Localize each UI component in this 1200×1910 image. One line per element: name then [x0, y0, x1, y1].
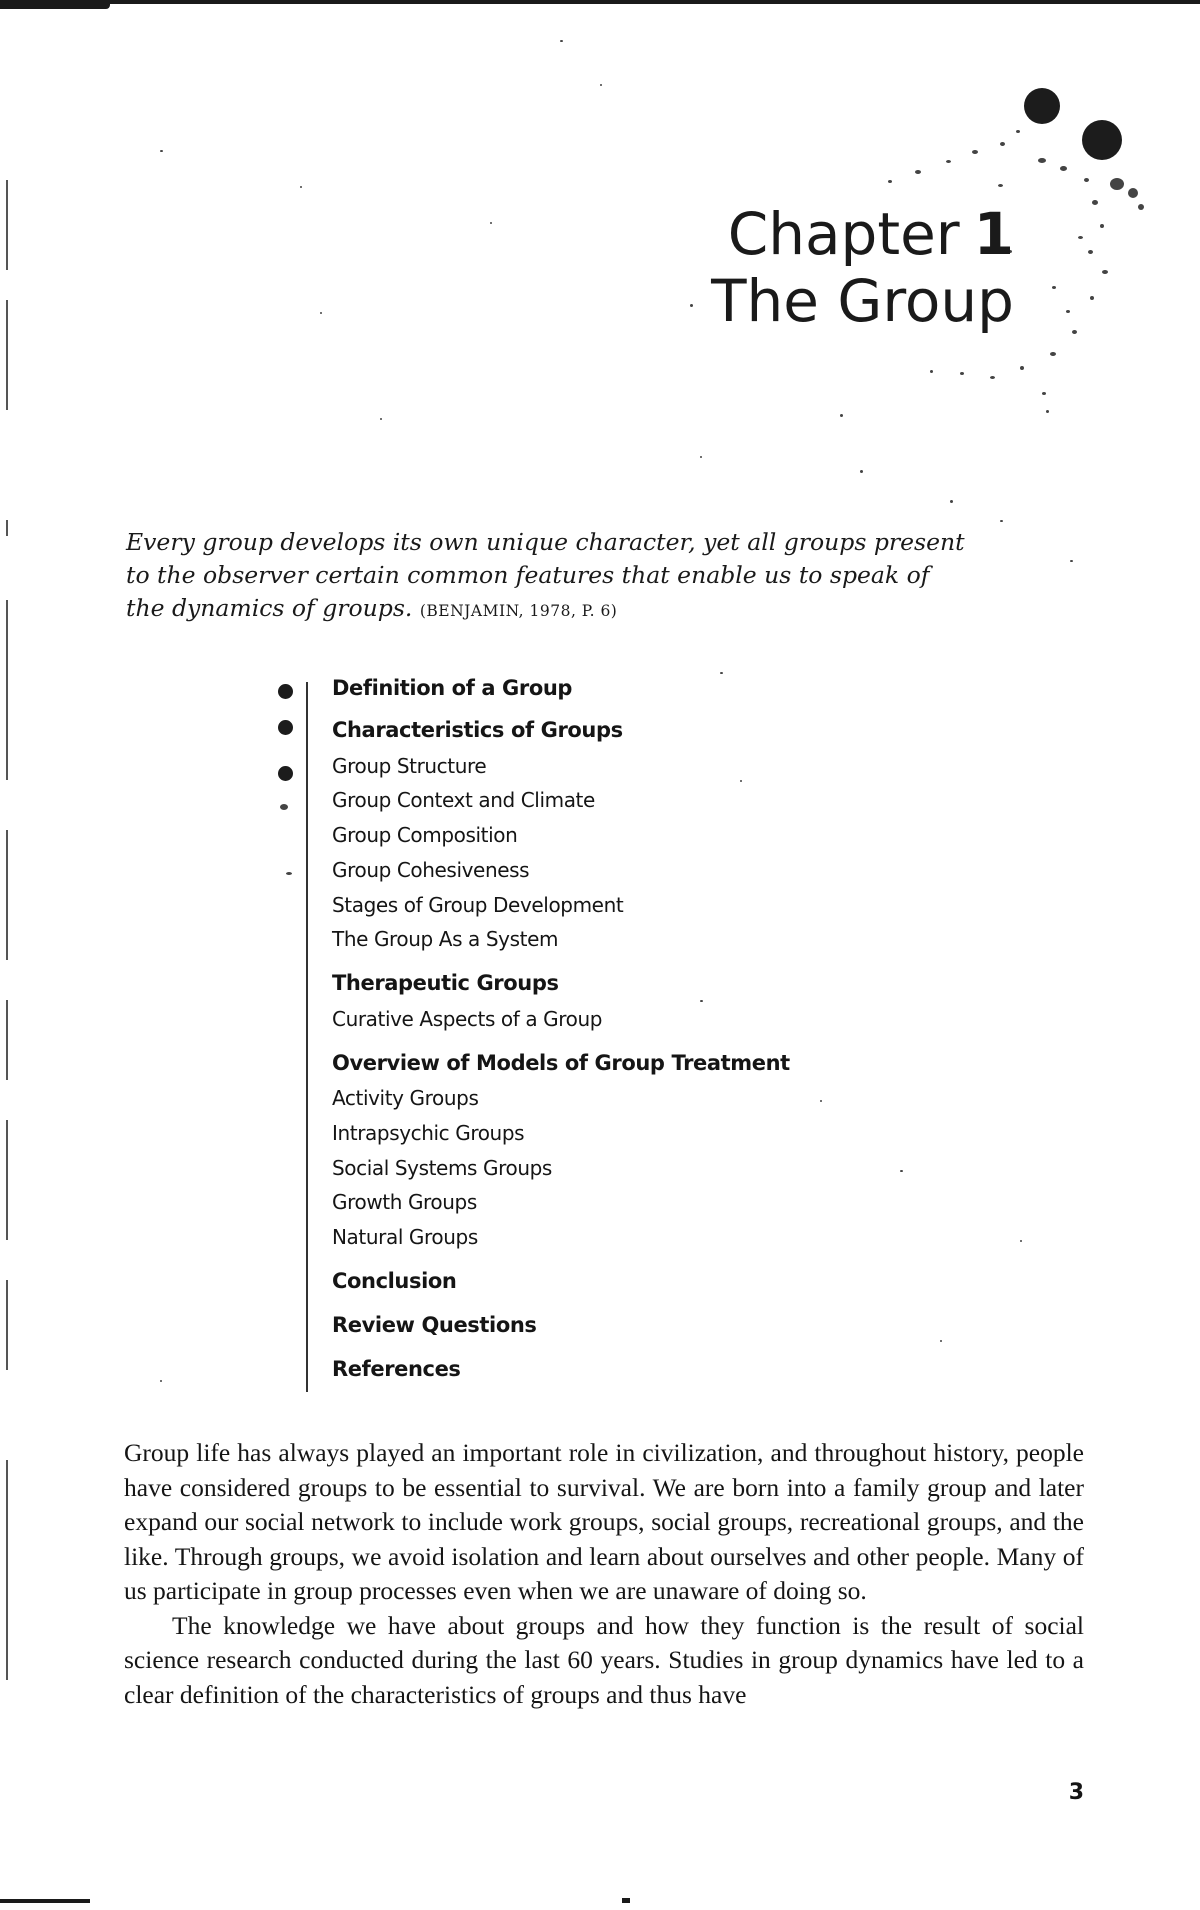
top-border-tab	[0, 0, 110, 9]
outline-item: Natural Groups	[332, 1225, 478, 1249]
top-border	[0, 0, 1200, 4]
outline-item: Group Cohesiveness	[332, 858, 530, 882]
outline-item: Overview of Models of Group Treatment	[332, 1051, 790, 1075]
outline-item: Characteristics of Groups	[332, 718, 623, 742]
outline-item: Group Context and Climate	[332, 788, 595, 812]
bullet-icon	[278, 684, 293, 699]
epigraph-text: Every group develops its own unique character, yet all groups present to the observer certain common features that enable us to speak of the dynamics of groups.	[126, 528, 965, 622]
outline-item: Stages of Group Development	[332, 893, 624, 917]
outline-item: Activity Groups	[332, 1086, 479, 1110]
outline-item: Curative Aspects of a Group	[332, 1007, 603, 1031]
bullet-icon	[278, 720, 293, 735]
outline-item: Intrapsychic Groups	[332, 1121, 525, 1145]
outline-item: Social Systems Groups	[332, 1156, 552, 1180]
bullet-icon	[278, 766, 293, 781]
body-text	[124, 1436, 1084, 1712]
chapter-label: Chapter	[727, 200, 960, 268]
outline-item: References	[332, 1357, 461, 1381]
epigraph	[126, 526, 966, 628]
bottom-crop-mark	[622, 1898, 630, 1903]
chapter-heading	[711, 200, 1014, 334]
bottom-crop-mark	[0, 1899, 90, 1903]
chapter-number: 1	[973, 200, 1014, 268]
body-paragraph: The knowledge we have about groups and how they function is the result of social science research conducted during the last 60 years. Studies in group dynamics have led to a clear definition of the characteristics of groups and thus have	[124, 1610, 1084, 1709]
outline-item: Group Structure	[332, 754, 487, 778]
outline-item: Definition of a Group	[332, 676, 573, 700]
chapter-title: The Group	[711, 267, 1014, 335]
orb-icon	[1082, 120, 1122, 160]
outline-item: Review Questions	[332, 1313, 537, 1337]
page-number: 3	[1068, 1780, 1084, 1805]
orb-icon	[1024, 88, 1060, 124]
outline-item: Conclusion	[332, 1269, 457, 1293]
outline-item: Group Composition	[332, 823, 518, 847]
outline-item: Therapeutic Groups	[332, 971, 559, 995]
body-paragraph: Group life has always played an important role in civilization, and throughout history, people have considered groups to be essential to survival. We are born into a family group and later expand our social network to include work groups, social groups, recreational groups, and the like. Through groups, we avoid isolation and learn about ourselves and other people. Many of us participate in group processes even when we are unaware of doing so.	[124, 1438, 1084, 1605]
epigraph-citation: (BENJAMIN, 1978, P. 6)	[419, 602, 618, 620]
outline-item: The Group As a System	[332, 927, 559, 951]
outline-rule	[306, 682, 308, 1392]
outline-item: Growth Groups	[332, 1190, 477, 1214]
